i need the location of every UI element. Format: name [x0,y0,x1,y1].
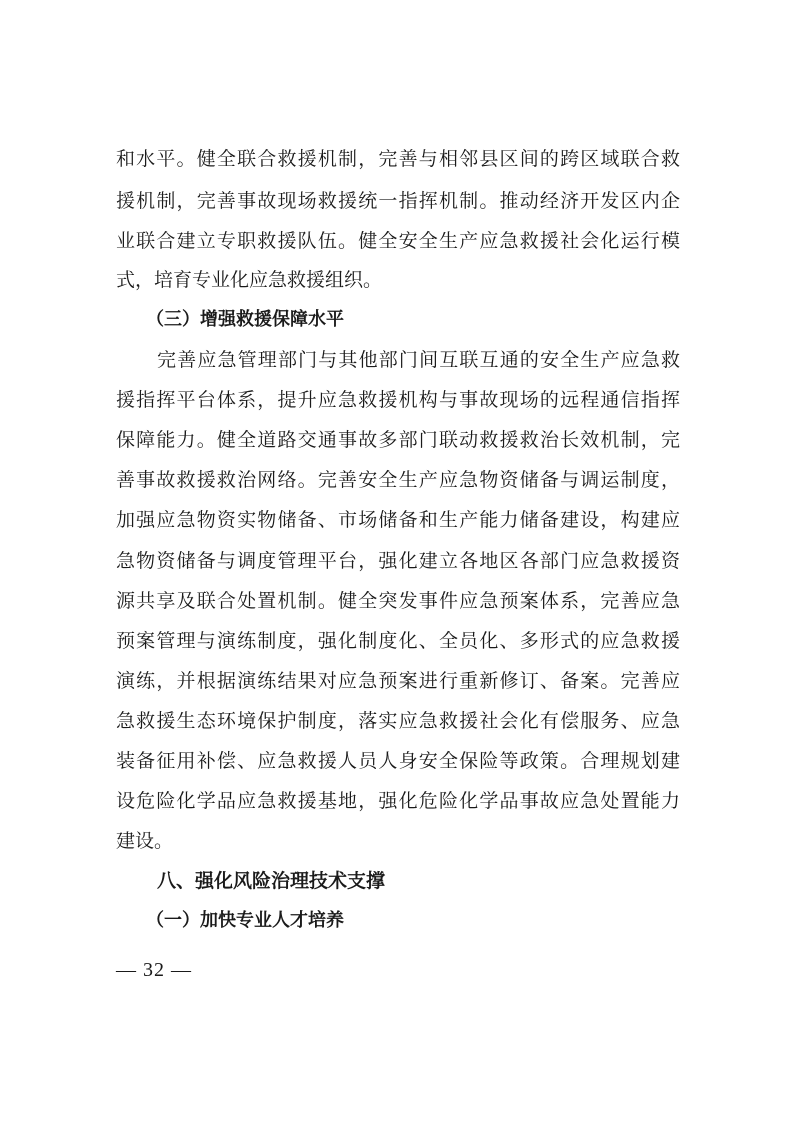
paragraph-2-line-13: 建设。 [116,830,174,852]
paragraph-2-line-12: 设危险化学品应急救援基地，强化危险化学品事故应急处置能力 [116,790,680,812]
paragraph-2-line-2: 援指挥平台体系，提升应急救援机构与事故现场的远程通信指挥 [116,389,680,411]
paragraph-2-line-3: 保障能力。健全道路交通事故多部门联动救援救治长效机制，完 [116,429,680,451]
paragraph-2-line-7: 源共享及联合处置机制。健全突发事件应急预案体系，完善应急 [116,590,680,612]
paragraph-2-line-5: 加强应急物资实物储备、市场储备和生产能力储备建设，构建应 [116,509,680,531]
paragraph-2-line-4: 善事故救援救治网络。完善安全生产应急物资储备与调运制度， [116,469,680,491]
paragraph-2-line-6: 急物资储备与调度管理平台，强化建立各地区各部门应急救援资 [116,550,680,572]
section-1-heading: （一）加快专业人才培养 [146,910,344,931]
page-number: — 32 — [116,959,192,981]
section-3-heading: （三）增强救援保障水平 [146,309,344,330]
paragraph-2-line-9: 演练，并根据演练结果对应急预案进行重新修订、备案。完善应 [116,670,680,692]
paragraph-2-line-8: 预案管理与演练制度，强化制度化、全员化、多形式的应急救援 [116,630,680,652]
paragraph-2-line-10: 急救援生态环境保护制度，落实应急救援社会化有偿服务、应急 [116,710,680,732]
chapter-8-heading: 八、强化风险治理技术支撑 [157,870,386,892]
paragraph-1-line-4: 式，培育专业化应急救援组织。 [116,269,383,291]
paragraph-2-line-1: 完善应急管理部门与其他部门间互联互通的安全生产应急救 [157,349,680,371]
paragraph-1-line-2: 援机制，完善事故现场救援统一指挥机制。推动经济开发区内企 [116,190,680,212]
paragraph-1-line-1: 和水平。健全联合救援机制，完善与相邻县区间的跨区域联合救 [116,148,680,170]
paragraph-2-line-11: 装备征用补偿、应急救援人员人身安全保险等政策。合理规划建 [116,750,680,772]
paragraph-1-line-3: 业联合建立专职救援队伍。健全安全生产应急救援社会化运行模 [116,230,680,252]
